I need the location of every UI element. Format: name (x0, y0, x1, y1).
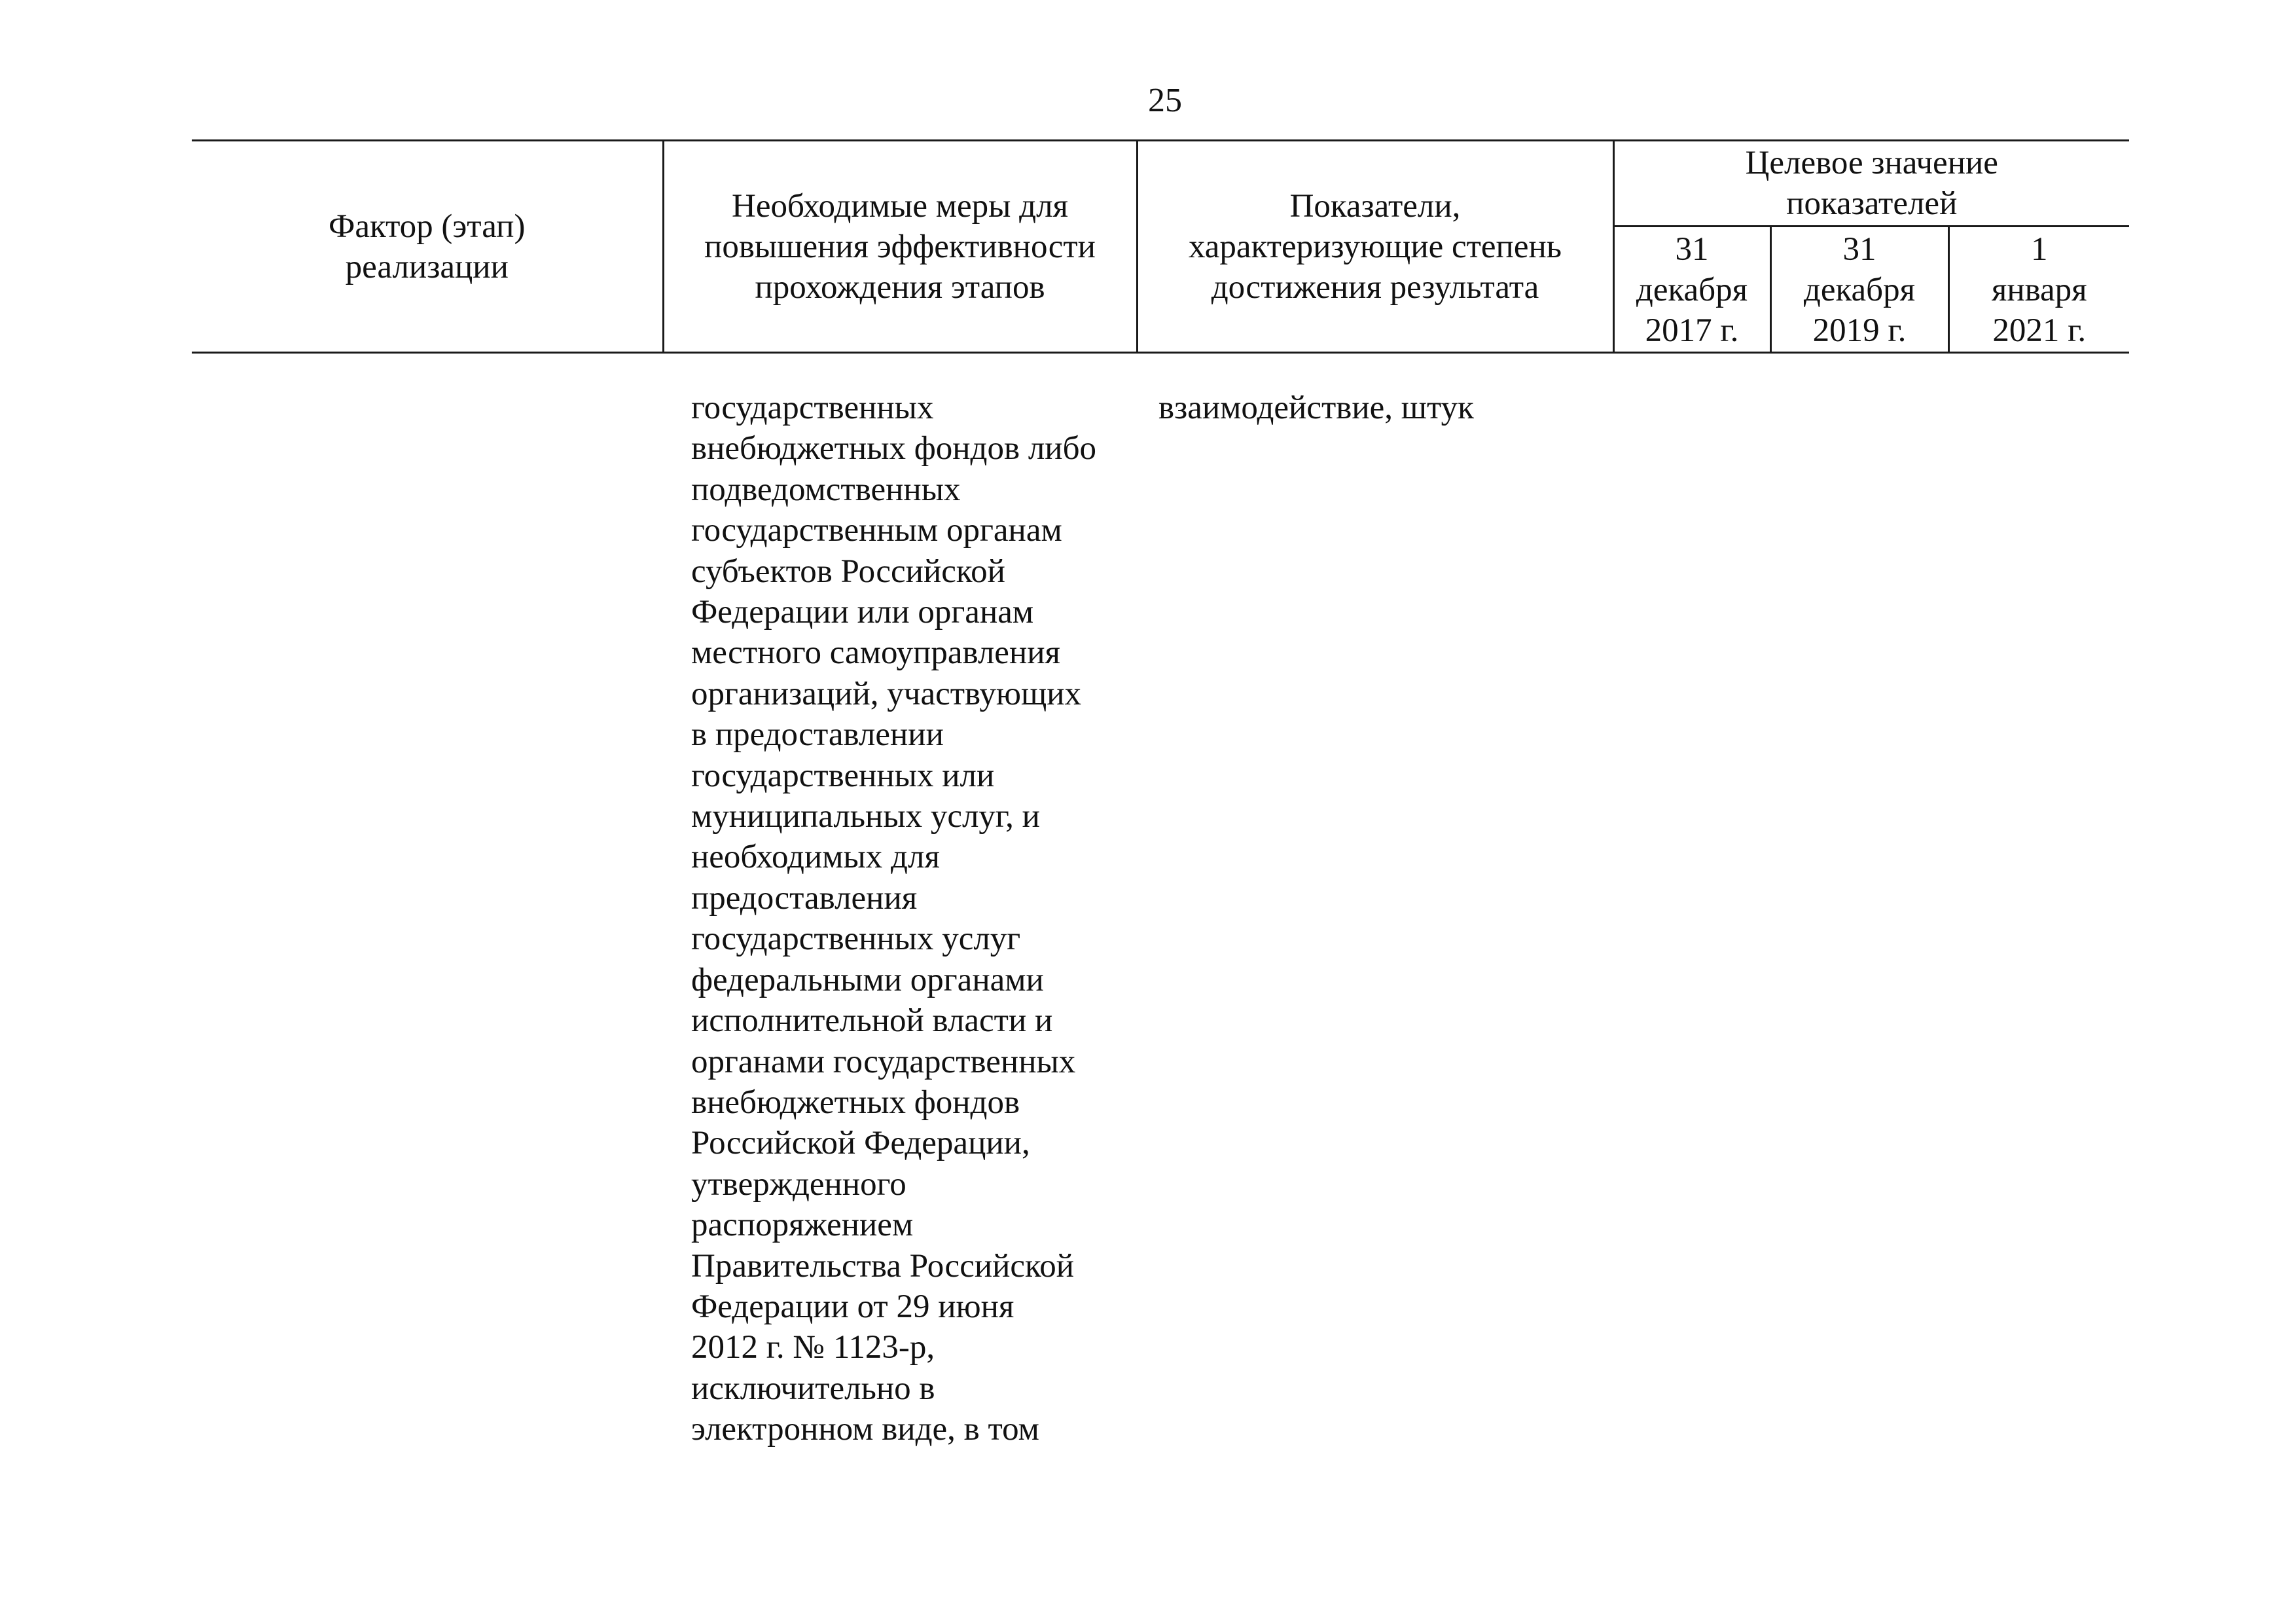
header-date-label: 1 января 2021 г. (1991, 231, 2087, 349)
header-date-2019 (1770, 227, 1948, 353)
header-indicators (1137, 141, 1613, 353)
header-date-2017 (1613, 227, 1770, 353)
page-number: 25 (1148, 82, 1182, 119)
header-date-label: 31 декабря 2017 г. (1636, 231, 1748, 349)
header-date-2021 (1948, 227, 2129, 353)
header-indicators-label: Показатели, характеризующие степень достижения результата (1188, 187, 1562, 306)
header-target (1613, 141, 2129, 227)
header-target-label: Целевое значение показателей (1745, 145, 1998, 222)
header-measures (663, 141, 1137, 353)
header-factor (192, 141, 663, 353)
header-date-label: 31 декабря 2019 г. (1803, 231, 1916, 349)
measures-cell-text: государственных внебюджетных фондов либо подведомственных государственным органам субъектов Российской Федерации или органам местного самоуправления организаций, участвующих в предоставлении государственных или муниципальных услуг, и необходимых для предоставления государственных услуг федеральными органами исполнительной власти и органами государственных внебюджетных фондов Российской Федерации, утвержденного распоряжением Правительства Российской Федерации от 29 июня 2012 г. № 1123-р, исключительно в электронном виде, в том (691, 390, 1097, 1448)
table-header (192, 139, 2129, 354)
indicators-cell-text: взаимодействие, штук (1158, 390, 1474, 426)
header-measures-label: Необходимые меры для повышения эффективности прохождения этапов (704, 187, 1096, 306)
header-factor-label: Фактор (этап) реализации (329, 208, 526, 285)
